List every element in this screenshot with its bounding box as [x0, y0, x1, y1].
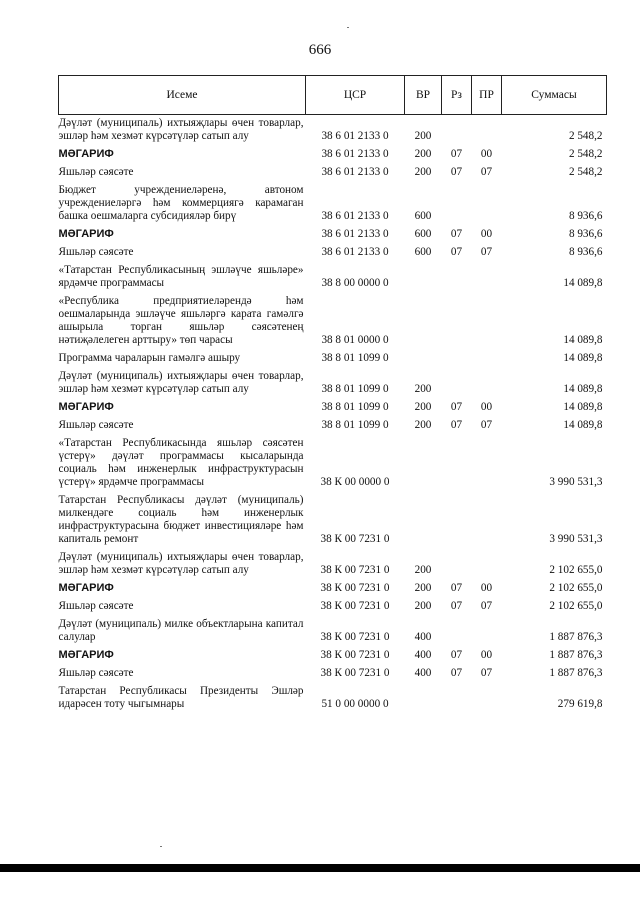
row-sum: 279 619,8 — [557, 698, 603, 710]
row-pr: 00 — [480, 148, 493, 160]
table-row — [59, 580, 607, 598]
row-vr: 200 — [414, 564, 432, 576]
row-vr: 200 — [414, 600, 432, 612]
row-csr: 38 К 00 7231 0 — [320, 564, 390, 576]
row-csr: 38 8 01 1099 0 — [321, 352, 389, 364]
row-name: «Татарстан Республикасының эшләүче яшьләре» ярдәмче программасы — [58, 264, 304, 289]
row-csr: 38 К 00 7231 0 — [320, 600, 390, 612]
table-row — [59, 492, 607, 549]
table-row — [59, 262, 607, 293]
row-sum: 14 089,8 — [563, 334, 603, 346]
row-pr: 00 — [480, 582, 493, 594]
table-row — [59, 683, 607, 714]
row-rz — [442, 435, 472, 492]
row-csr: 38 6 01 2133 0 — [321, 228, 389, 240]
row-name: Яшьләр сәясәте — [58, 600, 134, 612]
header-vr: ВР — [405, 76, 442, 115]
row-name: Яшьләр сәясәте — [58, 667, 134, 679]
row-sum: 8 936,6 — [568, 228, 603, 240]
row-name: МӘГАРИФ — [58, 649, 114, 661]
table-row — [59, 182, 607, 226]
row-pr — [472, 262, 502, 293]
row-vr: 200 — [414, 419, 432, 431]
row-pr — [472, 435, 502, 492]
table-row — [59, 435, 607, 492]
row-sum: 14 089,8 — [563, 419, 603, 431]
row-sum: 1 887 876,3 — [549, 667, 603, 679]
row-csr: 38 8 01 1099 0 — [321, 419, 389, 431]
row-pr — [472, 616, 502, 647]
row-csr: 38 К 00 0000 0 — [320, 476, 390, 488]
scan-speck — [347, 27, 349, 28]
row-csr: 38 6 01 2133 0 — [321, 246, 389, 258]
row-sum: 8 936,6 — [568, 246, 603, 258]
row-name: Татарстан Республикасы дәүләт (муниципаль) милкендәге социаль һәм инженерлык инфраструктурасына бюджет инвестицияләре һәм капиталь ремонт — [58, 494, 304, 545]
row-name: МӘГАРИФ — [58, 148, 114, 160]
row-name: МӘГАРИФ — [58, 228, 114, 240]
row-vr: 400 — [414, 667, 432, 679]
table-row — [59, 616, 607, 647]
row-pr: 07 — [480, 419, 493, 431]
row-sum: 3 990 531,3 — [549, 533, 603, 545]
row-csr: 38 6 01 2133 0 — [321, 166, 389, 178]
row-sum: 8 936,6 — [568, 210, 603, 222]
table-row — [59, 293, 607, 350]
row-rz: 07 — [450, 166, 463, 178]
row-sum: 2 102 655,0 — [549, 564, 603, 576]
header-rz: Рз — [442, 76, 472, 115]
table-header — [59, 76, 607, 115]
row-rz — [442, 182, 472, 226]
row-pr — [472, 368, 502, 399]
row-sum: 1 887 876,3 — [549, 631, 603, 643]
table-row — [59, 647, 607, 665]
row-rz: 07 — [450, 600, 463, 612]
row-name: Дәүләт (муниципаль) милке объектларына капитал салулар — [58, 618, 304, 643]
header-pr: ПР — [472, 76, 502, 115]
row-sum: 2 548,2 — [568, 148, 603, 160]
row-csr: 38 К 00 7231 0 — [320, 533, 390, 545]
row-rz — [442, 492, 472, 549]
table-row — [59, 368, 607, 399]
table-row — [59, 164, 607, 182]
row-vr: 200 — [414, 166, 432, 178]
row-rz — [442, 115, 472, 147]
row-pr — [472, 293, 502, 350]
row-vr — [405, 492, 442, 549]
page-number: 666 — [308, 42, 332, 58]
row-sum: 14 089,8 — [563, 383, 603, 395]
row-pr — [472, 492, 502, 549]
header-name: Исеме — [59, 76, 306, 115]
row-rz — [442, 549, 472, 580]
row-rz — [442, 616, 472, 647]
row-rz: 07 — [450, 246, 463, 258]
row-name: «Республика предприятиеләрендә һәм оешмаларында эшләүче яшьләргә карата гамәлгә ашырыла торган яшьләр сәясәтенең нәтиҗәлелеген арттыру» төп чарасы — [58, 295, 304, 346]
row-vr: 600 — [414, 210, 432, 222]
row-csr: 38 6 01 2133 0 — [321, 130, 389, 142]
row-pr — [472, 182, 502, 226]
table-body — [59, 115, 607, 715]
row-csr: 38 К 00 7231 0 — [320, 667, 390, 679]
table-row — [59, 244, 607, 262]
row-rz: 07 — [450, 582, 463, 594]
row-pr — [472, 115, 502, 147]
row-name: Дәүләт (муниципаль) ихтыяҗлары өчен товарлар, эшләр һәм хезмәт күрсәтүләр сатып алу — [58, 551, 304, 576]
row-rz: 07 — [450, 667, 463, 679]
row-rz: 07 — [450, 401, 463, 413]
row-rz — [442, 293, 472, 350]
row-pr: 00 — [480, 228, 493, 240]
row-rz — [442, 262, 472, 293]
row-vr: 400 — [414, 631, 432, 643]
row-csr: 38 6 01 2133 0 — [321, 210, 389, 222]
row-vr — [405, 262, 442, 293]
row-rz — [442, 683, 472, 714]
row-name: Яшьләр сәясәте — [58, 419, 134, 431]
row-vr: 200 — [414, 130, 432, 142]
row-vr: 200 — [414, 401, 432, 413]
row-sum: 2 548,2 — [568, 166, 603, 178]
table-row — [59, 417, 607, 435]
row-csr: 38 6 01 2133 0 — [321, 148, 389, 160]
header-csr: ЦСР — [306, 76, 405, 115]
table-row — [59, 598, 607, 616]
row-name: МӘГАРИФ — [58, 582, 114, 594]
row-csr: 38 8 01 1099 0 — [321, 401, 389, 413]
row-pr — [472, 549, 502, 580]
row-sum: 2 548,2 — [568, 130, 603, 142]
row-name: Яшьләр сәясәте — [58, 166, 134, 178]
row-rz: 07 — [450, 148, 463, 160]
row-vr: 600 — [414, 228, 432, 240]
table-row — [59, 146, 607, 164]
table-row — [59, 549, 607, 580]
table-row — [59, 226, 607, 244]
header-sum: Суммасы — [502, 76, 607, 115]
row-name: Дәүләт (муниципаль) ихтыяҗлары өчен товарлар, эшләр һәм хезмәт күрсәтүләр сатып алу — [58, 117, 304, 142]
row-csr: 38 8 01 0000 0 — [321, 334, 389, 346]
row-rz: 07 — [450, 228, 463, 240]
scan-speck — [160, 846, 162, 847]
row-csr: 38 8 01 1099 0 — [321, 383, 389, 395]
row-pr: 07 — [480, 600, 493, 612]
row-name: «Татарстан Республикасында яшьләр сәясәтен үстерү» дәүләт программасы кысаларында социаль һәм инженерлык инфраструктурасын үстерү» ярдәмче программасы — [58, 437, 304, 488]
row-name: Татарстан Республикасы Президенты Эшләр идарәсен тоту чыгымнары — [58, 685, 304, 710]
table-row — [59, 665, 607, 683]
row-pr: 07 — [480, 246, 493, 258]
row-rz: 07 — [450, 419, 463, 431]
row-vr — [405, 435, 442, 492]
row-csr: 38 К 00 7231 0 — [320, 649, 390, 661]
scan-edge-bar — [0, 864, 640, 872]
row-rz: 07 — [450, 649, 463, 661]
row-pr — [472, 350, 502, 368]
row-vr — [405, 683, 442, 714]
row-sum: 3 990 531,3 — [549, 476, 603, 488]
row-sum: 14 089,8 — [563, 277, 603, 289]
row-sum: 14 089,8 — [563, 401, 603, 413]
table-row — [59, 399, 607, 417]
row-csr: 38 К 00 7231 0 — [320, 631, 390, 643]
table-row — [59, 115, 607, 147]
row-csr: 51 0 00 0000 0 — [321, 698, 389, 710]
row-name: Яшьләр сәясәте — [58, 246, 134, 258]
row-vr: 600 — [414, 246, 432, 258]
row-vr: 400 — [414, 649, 432, 661]
row-name: Бюджет учреждениеләренә, автоном учреждениеләргә һәм коммерциягә карамаган башка оешмаларга субсидияләр бирү — [58, 184, 304, 222]
row-name: МӘГАРИФ — [58, 401, 114, 413]
table-row — [59, 350, 607, 368]
row-pr — [472, 683, 502, 714]
row-name: Дәүләт (муниципаль) ихтыяҗлары өчен товарлар, эшләр һәм хезмәт күрсәтүләр сатып алу — [58, 370, 304, 395]
budget-table — [58, 75, 607, 714]
row-name: Программа чараларын гамәлгә ашыру — [58, 352, 241, 364]
row-sum: 2 102 655,0 — [549, 600, 603, 612]
row-pr: 07 — [480, 667, 493, 679]
row-rz — [442, 368, 472, 399]
row-pr: 00 — [480, 649, 493, 661]
row-vr — [405, 350, 442, 368]
row-csr: 38 8 00 0000 0 — [321, 277, 389, 289]
row-rz — [442, 350, 472, 368]
row-sum: 2 102 655,0 — [549, 582, 603, 594]
row-csr: 38 К 00 7231 0 — [320, 582, 390, 594]
row-pr: 07 — [480, 166, 493, 178]
row-sum: 1 887 876,3 — [549, 649, 603, 661]
row-vr — [405, 293, 442, 350]
row-pr: 00 — [480, 401, 493, 413]
row-vr: 200 — [414, 582, 432, 594]
row-sum: 14 089,8 — [563, 352, 603, 364]
row-vr: 200 — [414, 383, 432, 395]
row-vr: 200 — [414, 148, 432, 160]
